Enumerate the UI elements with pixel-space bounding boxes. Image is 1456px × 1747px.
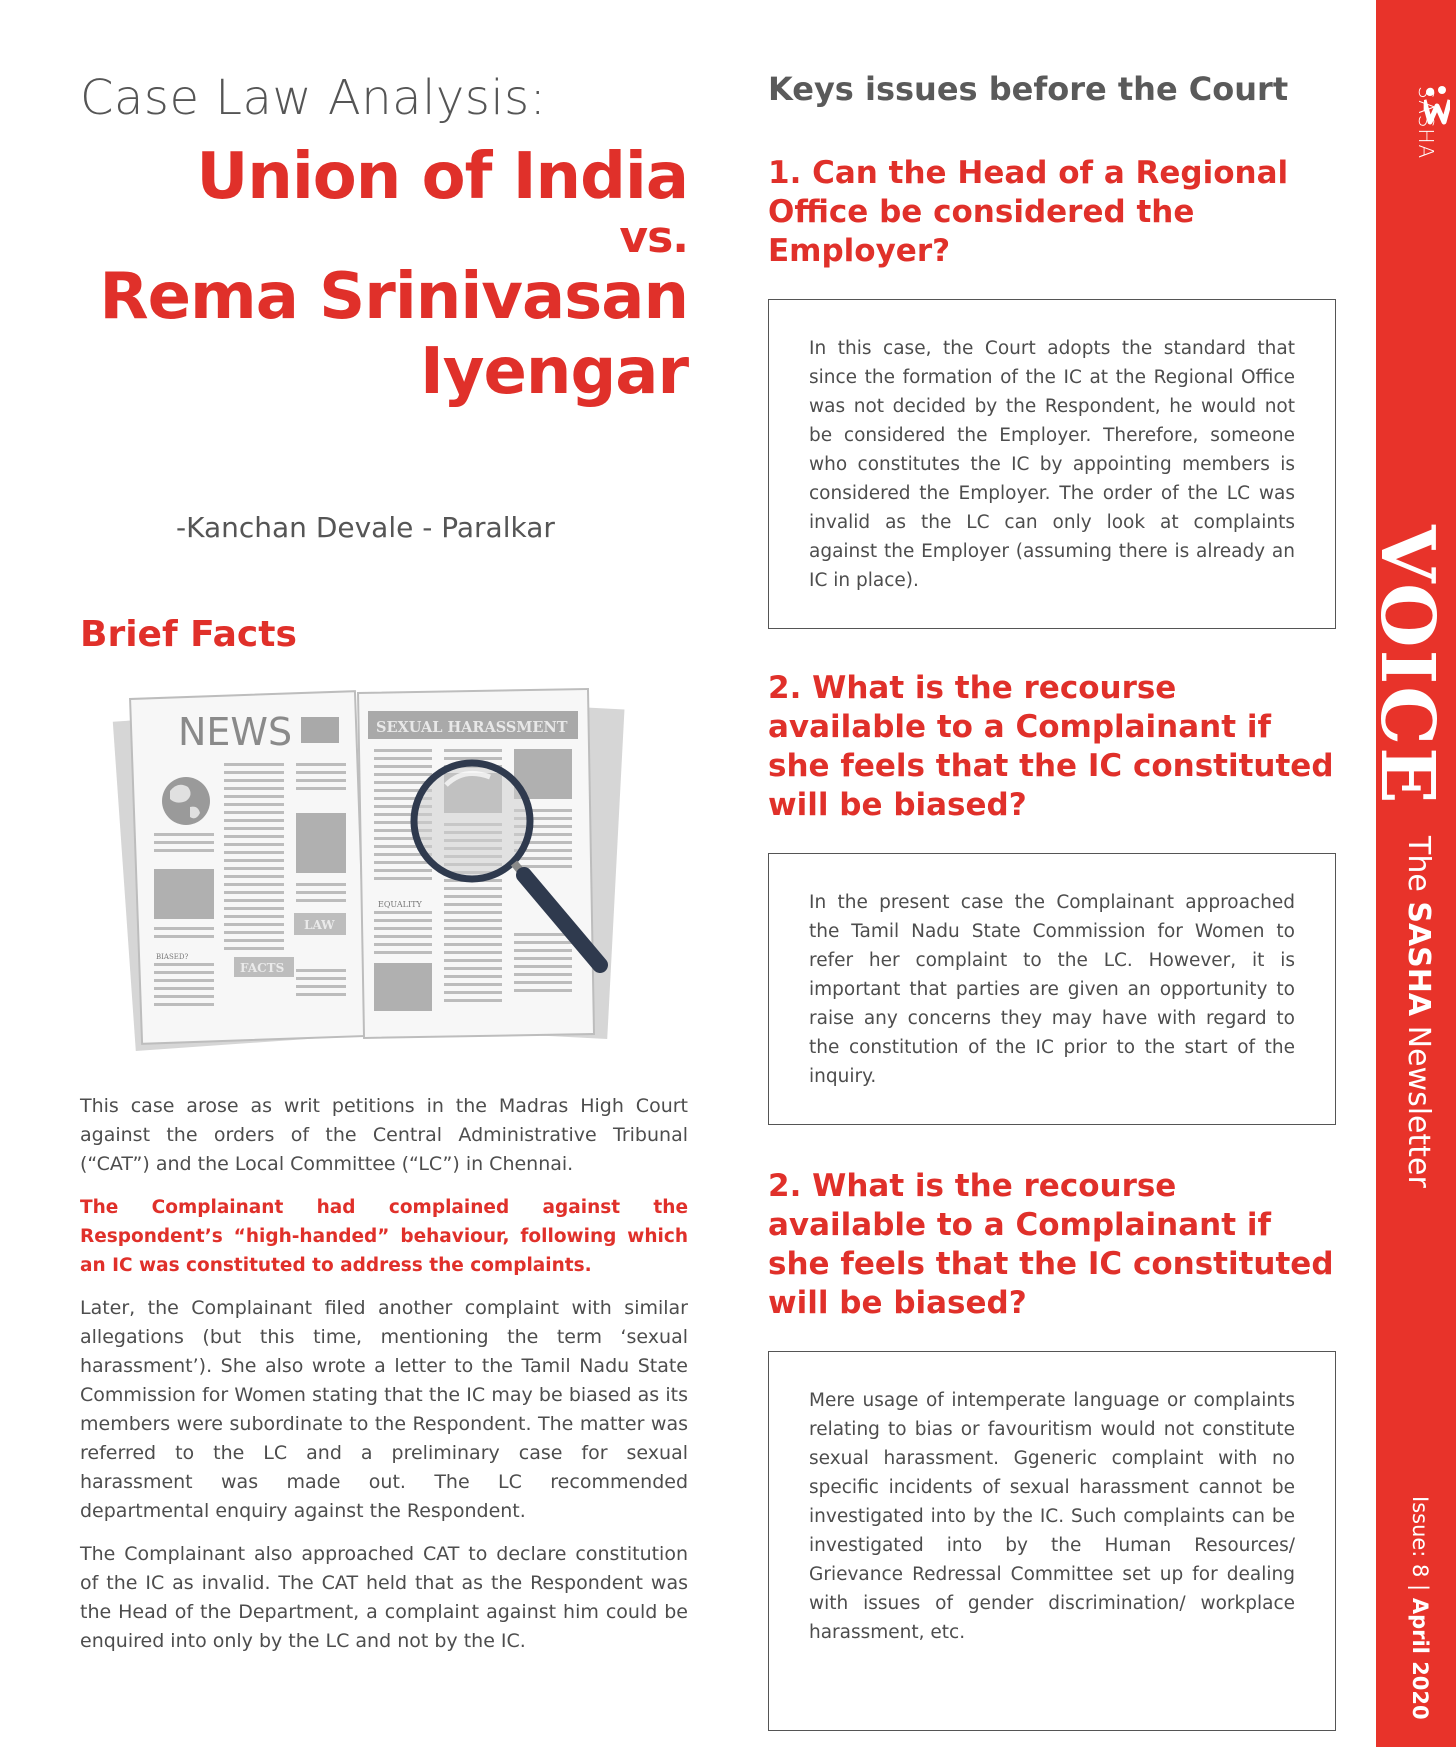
facts-paragraph-1: This case arose as writ petitions in the Madras High Court against the orders of the Central Administrative Tribunal (“CAT”) and the Local Committee (“LC”) in Chennai. <box>80 1094 688 1175</box>
key-issues-heading: Keys issues before the Court <box>768 70 1289 108</box>
magnifier-icon <box>414 763 530 879</box>
facts-label: FACTS <box>240 960 285 975</box>
newsletter-prefix: The <box>1401 836 1436 902</box>
sasha-logo-text: SASHA <box>1414 86 1438 160</box>
issue-3-question: 2. What is the recourse available to a Complainant if she feels that the IC constituted will be biased? <box>768 1168 1334 1321</box>
sexual-harassment-masthead: SEXUAL HARASSMENT <box>376 718 568 736</box>
issue-1-answer: In this case, the Court adopts the standard that since the formation of the IC at the Regional Office was not decided by the Respondent, he would not be considered the Employer. Therefore, someone who constitutes the IC by appointing members is considered the Employer. The order of the LC was invalid as the LC can only look at complaints against the Employer (assuming there is already an IC in place). <box>809 338 1295 591</box>
newspaper-magnifier-illustration <box>106 673 638 1073</box>
newsletter-name <box>1401 836 1436 1188</box>
issue-1-answer-box <box>768 299 1336 629</box>
biased-label: BIASED? <box>156 952 189 961</box>
title-line-3: Iyengar <box>419 335 688 410</box>
issue-date: April 2020 <box>1408 1597 1432 1720</box>
newsletter-brand: SASHA <box>1401 901 1436 1017</box>
left-column <box>80 70 688 1656</box>
facts-paragraph-3: The Complainant also approached CAT to declare constitution of the IC as invalid. The CAT held that as the Respondent was the Head of the Department, a complaint against him could be enquired into only by the LC and not by the IC. <box>80 1542 688 1652</box>
author-byline: -Kanchan Devale - Paralkar <box>176 510 555 544</box>
facts-paragraph-2: Later, the Complainant filed another complaint with similar allegations (but this time, mentioning the term ‘sexual harassment’). She also wrote a letter to the Tamil Nadu State Commission for Women stating that the IC may be biased as its members were subordinate to the Respondent. The matter was referred to the LC and a preliminary case for sexual harassment was made out. The LC recommended departmental enquiry against the Respondent. <box>80 1296 688 1522</box>
article-title <box>80 140 688 411</box>
kicker: Case Law Analysis: <box>80 70 547 126</box>
right-column <box>768 70 1336 1731</box>
issue-2-answer: In the present case the Complainant approached the Tamil Nadu State Commission for Women to refer her complaint to the LC. However, it is important that parties are given an opportunity to raise any concerns they may have with regard to the constitution of the IC prior to the start of the inquiry. <box>809 892 1295 1087</box>
facts-highlight: The Complainant had complained against the Respondent’s “high-handed” behaviour, following which an IC was constituted to address the complaints. <box>80 1196 688 1276</box>
issue-1-question: 1. Can the Head of a Regional Office be considered the Employer? <box>768 155 1289 269</box>
issue-2-answer-box <box>768 853 1336 1125</box>
voice-title: VOICE <box>1364 525 1450 806</box>
title-line-1: Union of India <box>196 140 688 214</box>
title-line-2: Rema Srinivasan <box>99 259 688 334</box>
newsletter-sidebar <box>1364 0 1456 1747</box>
newsletter-suffix: Newsletter <box>1401 1016 1436 1188</box>
issue-number: Issue: 8 | <box>1408 1496 1432 1598</box>
title-vs: vs. <box>619 211 688 263</box>
brief-facts-heading: Brief Facts <box>80 613 297 655</box>
issue-2-question: 2. What is the recourse available to a Complainant if she feels that the IC constituted will be biased? <box>768 670 1334 823</box>
equality-label: EQUALITY <box>378 899 422 909</box>
law-label: LAW <box>304 917 335 932</box>
issue-info <box>1408 1496 1432 1720</box>
issue-3-answer-box <box>768 1351 1336 1731</box>
issue-3-answer: Mere usage of intemperate language or complaints relating to bias or favouritism would not constitute sexual harassment. Ggeneric complaint with no specific incidents of sexual harassment cannot be investigated into by the IC. Such complaints can be investigated into by the Human Resources/ Grievance Redressal Committee set up for dealing with issues of gender discrimination/ workplace harassment, etc. <box>809 1390 1295 1643</box>
news-masthead: NEWS <box>178 709 293 754</box>
